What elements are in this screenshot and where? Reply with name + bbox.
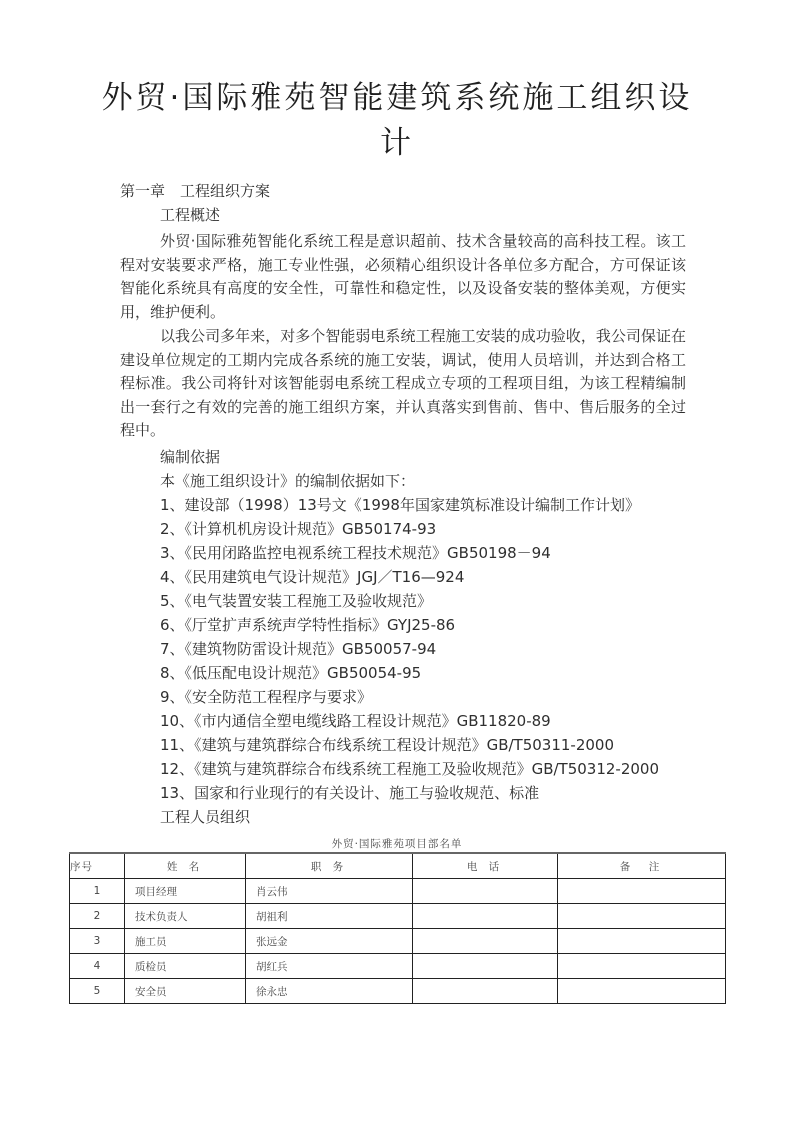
cell-person: 张远金 (246, 929, 413, 954)
cell-seq: 1 (70, 879, 125, 904)
basis-item: 9、《安全防范工程程序与要求》 (160, 688, 373, 706)
cell-person: 徐永忠 (246, 979, 413, 1004)
basis-item: 8、《低压配电设计规范》GB50054-95 (160, 664, 422, 682)
cell-phone (413, 979, 558, 1004)
section-heading-staff: 工程人员组织 (160, 808, 251, 826)
cell-phone (413, 904, 558, 929)
cell-role: 技术负责人 (125, 904, 246, 929)
table-row (70, 954, 726, 979)
cell-note (558, 904, 726, 929)
overview-paragraph-1: 外贸·国际雅苑智能化系统工程是意识超前、技术含量较高的高科技工程。该工程对安装要求严格，施工专业性强，必须精心组织设计各单位多方配合，方可保证该智能化系统具有高度的安全性，可靠性和稳定性，以及设备安装的整体美观，方便实用，维护便利。 (120, 232, 686, 321)
document-title-line1: 外贸·国际雅苑智能建筑系统施工组织设 (101, 80, 693, 116)
basis-item: 11、《建筑与建筑群综合布线系统工程设计规范》GB/T50311-2000 (160, 736, 615, 754)
cell-phone (413, 879, 558, 904)
overview-paragraph-2: 以我公司多年来，对多个智能弱电系统工程施工安装的成功验收，我公司保证在建设单位规定的工期内完成各系统的施工安装，调试，使用人员培训，并达到合格工程标准。我公司将针对该智能弱电系统工程成立专项的工程项目组，为该工程精编制出一套行之有效的完善的施工组织方案，并认真落实到售前、售中、售后服务的全过程中。 (120, 327, 686, 440)
column-header-phone: 电 话 (413, 853, 558, 879)
section-heading-basis: 编制依据 (160, 448, 221, 466)
project-staff-table (69, 852, 726, 1004)
basis-intro: 本《施工组织设计》的编制依据如下： (160, 472, 416, 490)
table-row (70, 929, 726, 954)
section-heading-overview: 工程概述 (160, 206, 221, 224)
column-header-position: 职 务 (246, 853, 413, 879)
cell-note (558, 929, 726, 954)
basis-item: 5、《电气装置安装工程施工及验收规范》 (160, 592, 433, 610)
basis-item: 3、《民用闭路监控电视系统工程技术规范》GB50198－94 (160, 544, 551, 562)
basis-item: 10、《市内通信全塑电缆线路工程设计规范》GB11820-89 (160, 712, 551, 730)
cell-person: 胡祖利 (246, 904, 413, 929)
cell-note (558, 879, 726, 904)
basis-item: 1、建设部（1998）13号文《1998年国家建筑标准设计编制工作计划》 (160, 496, 640, 514)
table-caption: 外贸·国际雅苑项目部名单 (331, 838, 463, 850)
cell-role: 项目经理 (125, 879, 246, 904)
cell-seq: 2 (70, 904, 125, 929)
cell-note (558, 979, 726, 1004)
cell-person: 肖云伟 (246, 879, 413, 904)
cell-phone (413, 929, 558, 954)
cell-role: 质检员 (125, 954, 246, 979)
cell-note (558, 954, 726, 979)
basis-item: 6、《厅堂扩声系统声学特性指标》GYJ25-86 (160, 616, 456, 634)
table-row (70, 904, 726, 929)
table-header-row (70, 853, 726, 879)
cell-person: 胡红兵 (246, 954, 413, 979)
table-row (70, 879, 726, 904)
basis-item: 2、《计算机机房设计规范》GB50174-93 (160, 520, 437, 538)
table-row (70, 979, 726, 1004)
column-header-name: 姓 名 (125, 853, 246, 879)
column-header-note: 备 注 (558, 853, 726, 879)
cell-role: 施工员 (125, 929, 246, 954)
cell-phone (413, 954, 558, 979)
cell-role: 安全员 (125, 979, 246, 1004)
basis-item: 7、《建筑物防雷设计规范》GB50057-94 (160, 640, 437, 658)
cell-seq: 5 (70, 979, 125, 1004)
column-header-seq: 序号 (70, 853, 125, 879)
basis-item: 12、《建筑与建筑群综合布线系统工程施工及验收规范》GB/T50312-2000 (160, 760, 660, 778)
basis-item: 13、国家和行业现行的有关设计、施工与验收规范、标准 (160, 784, 540, 802)
basis-item: 4、《民用建筑电气设计规范》JGJ／T16—924 (160, 568, 465, 586)
document-title-line2: 计 (380, 125, 414, 161)
chapter-heading: 第一章 工程组织方案 (120, 182, 271, 200)
cell-seq: 4 (70, 954, 125, 979)
cell-seq: 3 (70, 929, 125, 954)
